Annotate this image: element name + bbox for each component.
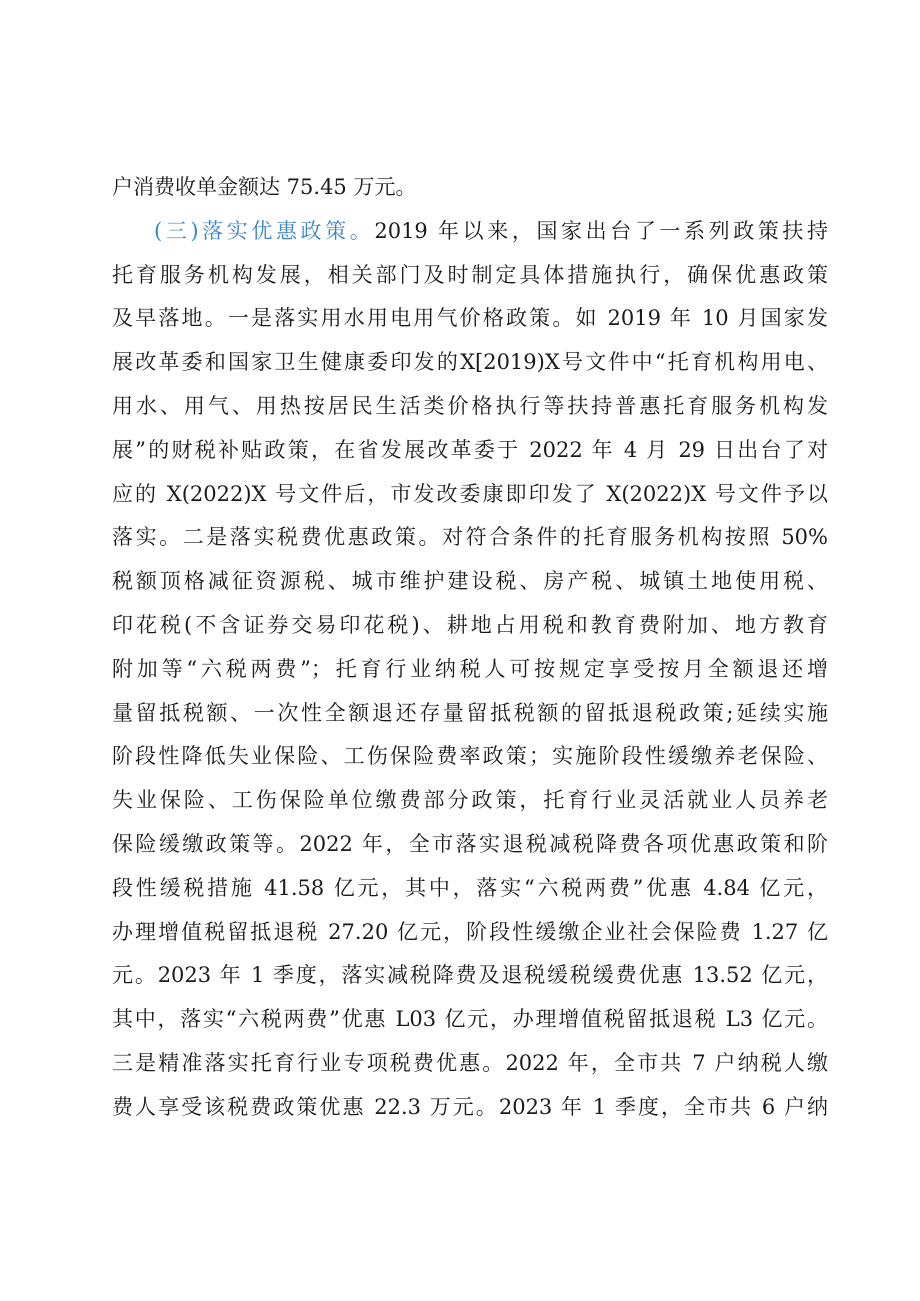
text-line: 用水、用气、用热按居民生活类价格执行等扶持普惠托育服务机构发 xyxy=(112,393,828,418)
text-line: 费人享受该税费政策优惠 22.3 万元。2023 年 1 季度，全市共 6 户纳 xyxy=(112,1094,828,1119)
text-line: 展”的财税补贴政策，在省发展改革委于 2022 年 4 月 29 日出台了对 xyxy=(112,437,828,462)
text-line: 托育服务机构发展，相关部门及时制定具体措施执行，确保优惠政策 xyxy=(112,262,828,287)
text-line: 税额顶格减征资源税、城市维护建设税、房产税、城镇土地使用税、 xyxy=(112,569,828,594)
text-line: 元。2023 年 1 季度，落实减税降费及退税缓税缓费优惠 13.52 亿元， xyxy=(112,963,828,988)
text-line: 三是精准落实托育行业专项税费优惠。2022 年，全市共 7 户纳税人缴 xyxy=(112,1050,828,1075)
body-text xyxy=(112,166,828,1130)
text-line: 落实。二是落实税费优惠政策。对符合条件的托育服务机构按照 50% xyxy=(112,525,828,550)
text-line: 附加等“六税两费”；托育行业纳税人可按规定享受按月全额退还增 xyxy=(112,656,828,681)
text-line: 展改革委和国家卫生健康委印发的X[2019)X号文件中“托育机构用电、 xyxy=(112,350,828,375)
text-line: 量留抵税额、一次性全额退还存量留抵税额的留抵退税政策;延续实施 xyxy=(112,700,828,725)
text-line: 应的 X(2022)X 号文件后，市发改委康即印发了 X(2022)X 号文件予以 xyxy=(112,481,828,506)
text-line: 印花税(不含证券交易印花税)、耕地占用税和教育费附加、地方教育 xyxy=(112,612,828,637)
text-line: 办理增值税留抵退税 27.20 亿元，阶段性缓缴企业社会保险费 1.27 亿 xyxy=(112,919,828,944)
text-line: 其中，落实“六税两费”优惠 L03 亿元，办理增值税留抵退税 L3 亿元。 xyxy=(112,1007,828,1032)
text-line: 阶段性降低失业保险、工伤保险费率政策；实施阶段性缓缴养老保险、 xyxy=(112,744,828,769)
text-line xyxy=(112,210,828,254)
text-line: 及早落地。一是落实用水用电用气价格政策。如 2019 年 10 月国家发 xyxy=(112,306,828,331)
text-line: 段性缓税措施 41.58 亿元，其中，落实“六税两费”优惠 4.84 亿元， xyxy=(112,875,828,900)
section-heading: (三)落实优惠政策。 xyxy=(154,218,375,243)
text-line: 保险缓缴政策等。2022 年，全市落实退税减税降费各项优惠政策和阶 xyxy=(112,831,828,856)
text-line: 户消费收单金额达 75.45 万元。 xyxy=(112,175,417,199)
text-line: 失业保险、工伤保险单位缴费部分政策，托育行业灵活就业人员养老 xyxy=(112,788,828,813)
text-line-content: 2019 年以来，国家出台了一系列政策扶持 xyxy=(374,218,828,243)
